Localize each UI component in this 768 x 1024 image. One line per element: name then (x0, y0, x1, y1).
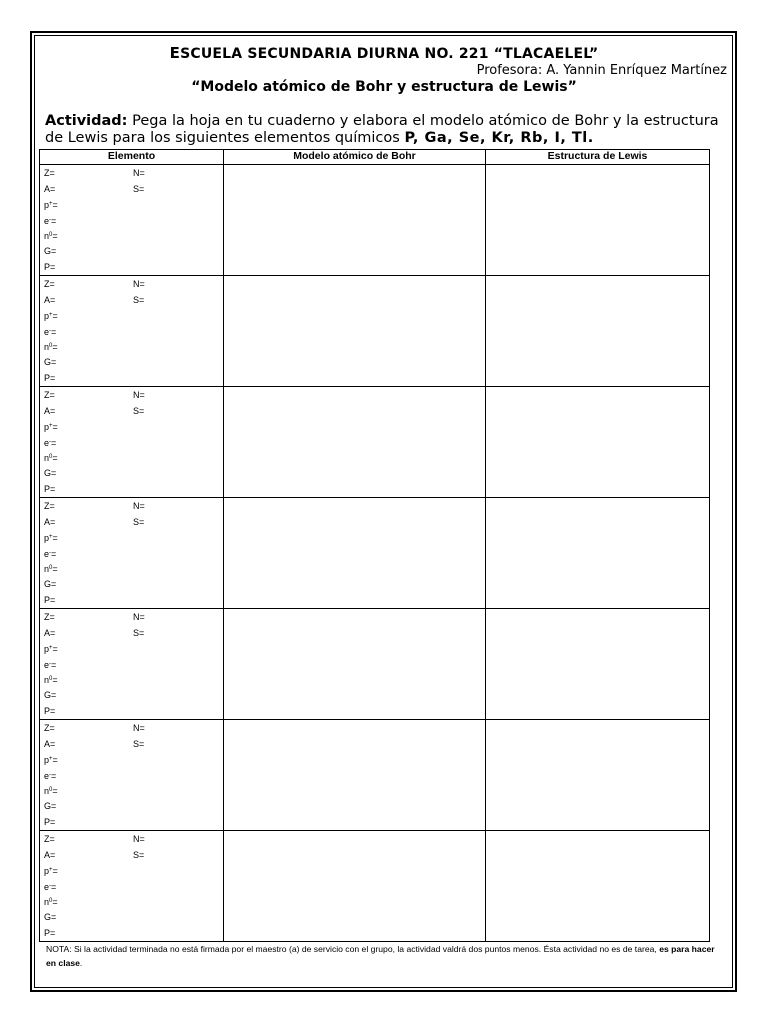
field-label: A= (44, 294, 56, 305)
element-fields (40, 831, 223, 941)
worksheet-table (39, 149, 710, 942)
field-label: A= (44, 849, 56, 860)
activity-instructions (45, 113, 730, 147)
field-label: S= (133, 738, 145, 749)
school-name (0, 44, 768, 62)
element-data-cell[interactable] (40, 165, 224, 276)
field-label: S= (133, 405, 145, 416)
bohr-model-cell[interactable] (224, 609, 486, 720)
footer-note (46, 942, 726, 970)
bohr-model-cell[interactable] (224, 720, 486, 831)
field-label: Z= (44, 723, 55, 733)
element-data-cell[interactable] (40, 609, 224, 720)
field-label: N= (133, 501, 145, 511)
lewis-structure-cell[interactable] (486, 165, 710, 276)
field-label: e-= (44, 881, 57, 892)
element-data-cell[interactable] (40, 720, 224, 831)
field-label: e-= (44, 659, 57, 670)
field-label: $n^0=$ (44, 564, 58, 575)
element-data-cell[interactable] (40, 498, 224, 609)
field-label: P= (44, 705, 56, 716)
table-row (40, 609, 710, 720)
field-label: $n^0=$ (44, 342, 58, 353)
lewis-structure-cell[interactable] (486, 831, 710, 942)
field-label: S= (133, 849, 145, 860)
bohr-model-cell[interactable] (224, 276, 486, 387)
field-label: e-= (44, 326, 57, 337)
activity-elements: P, Ga, Se, Kr, Rb, I, Tl. (404, 130, 594, 146)
field-label: e-= (44, 437, 57, 448)
bohr-model-cell[interactable] (224, 165, 486, 276)
header-bohr-model: Modelo atómico de Bohr (224, 150, 486, 165)
field-label: $n^0=$ (44, 675, 58, 686)
field-label: G= (44, 690, 57, 700)
field-label: N= (133, 390, 145, 400)
field-label: S= (133, 516, 145, 527)
table-row (40, 498, 710, 609)
bohr-model-cell[interactable] (224, 387, 486, 498)
element-fields (40, 165, 223, 275)
teacher-name: Profesora: A. Yannin Enríquez Martínez (476, 63, 727, 78)
field-label: G= (44, 801, 57, 811)
field-label: p+= (44, 866, 58, 877)
note-bold-text: es para hacer en clase (46, 944, 715, 968)
field-label: e-= (44, 215, 57, 226)
field-label: S= (133, 183, 145, 194)
field-label: Z= (44, 612, 55, 622)
field-label: $n^0=$ (44, 231, 58, 242)
field-label: S= (133, 294, 145, 305)
school-name-rest: SCUELA SECUNDARIA DIURNA NO. 221 “TLACAELEL” (180, 46, 599, 62)
lewis-structure-cell[interactable] (486, 609, 710, 720)
field-label: P= (44, 261, 56, 272)
bohr-model-cell[interactable] (224, 498, 486, 609)
field-label: A= (44, 516, 56, 527)
field-label: P= (44, 594, 56, 605)
field-label: G= (44, 579, 57, 589)
lewis-structure-cell[interactable] (486, 276, 710, 387)
table-row (40, 276, 710, 387)
field-label: A= (44, 627, 56, 638)
element-fields (40, 498, 223, 608)
field-label: Z= (44, 501, 55, 511)
field-label: Z= (44, 834, 55, 844)
table-row (40, 387, 710, 498)
field-label: p+= (44, 755, 58, 766)
field-label: e-= (44, 770, 57, 781)
field-label: A= (44, 183, 56, 194)
field-label: N= (133, 723, 145, 733)
field-label: $n^0=$ (44, 897, 58, 908)
field-label: N= (133, 834, 145, 844)
table-row (40, 831, 710, 942)
field-label: $n^0=$ (44, 786, 58, 797)
lewis-structure-cell[interactable] (486, 720, 710, 831)
element-fields (40, 387, 223, 497)
activity-text: Pega la hoja en tu cuaderno y elabora el modelo atómico de Bohr y la estructura de Lewis para los siguientes elementos químicos (45, 113, 719, 146)
field-label: p+= (44, 533, 58, 544)
field-label: p+= (44, 311, 58, 322)
lewis-structure-cell[interactable] (486, 498, 710, 609)
field-label: Z= (44, 279, 55, 289)
element-fields (40, 609, 223, 719)
header-lewis-structure: Estructura de Lewis (486, 150, 710, 165)
lewis-structure-cell[interactable] (486, 387, 710, 498)
field-label: P= (44, 816, 56, 827)
field-label: Z= (44, 168, 55, 178)
activity-label: Actividad: (45, 113, 128, 129)
field-label: A= (44, 738, 56, 749)
field-label: e-= (44, 548, 57, 559)
field-label: G= (44, 912, 57, 922)
field-label: G= (44, 468, 57, 478)
field-label: p+= (44, 644, 58, 655)
field-label: P= (44, 483, 56, 494)
element-fields (40, 276, 223, 386)
bohr-model-cell[interactable] (224, 831, 486, 942)
element-data-cell[interactable] (40, 387, 224, 498)
field-label: G= (44, 357, 57, 367)
field-label: N= (133, 612, 145, 622)
header-elemento: Elemento (40, 150, 224, 165)
note-end: . (79, 958, 83, 968)
field-label: N= (133, 279, 145, 289)
field-label: N= (133, 168, 145, 178)
note-text: NOTA: Si la actividad terminada no está firmada por el maestro (a) de servicio con el grupo, la actividad valdrá dos puntos menos. Ésta actividad no es de tarea, (46, 944, 657, 954)
table-header-row (40, 150, 710, 165)
field-label: G= (44, 246, 57, 256)
element-data-cell[interactable] (40, 831, 224, 942)
field-label: P= (44, 372, 56, 383)
table-row (40, 165, 710, 276)
field-label: Z= (44, 390, 55, 400)
field-label: p+= (44, 200, 58, 211)
field-label: $n^0=$ (44, 453, 58, 464)
element-data-cell[interactable] (40, 276, 224, 387)
field-label: S= (133, 627, 145, 638)
worksheet-topic: “Modelo atómico de Bohr y estructura de Lewis” (191, 79, 577, 95)
element-fields (40, 720, 223, 830)
school-initial: E (169, 44, 181, 62)
field-label: A= (44, 405, 56, 416)
field-label: p+= (44, 422, 58, 433)
table-row (40, 720, 710, 831)
field-label: P= (44, 927, 56, 938)
